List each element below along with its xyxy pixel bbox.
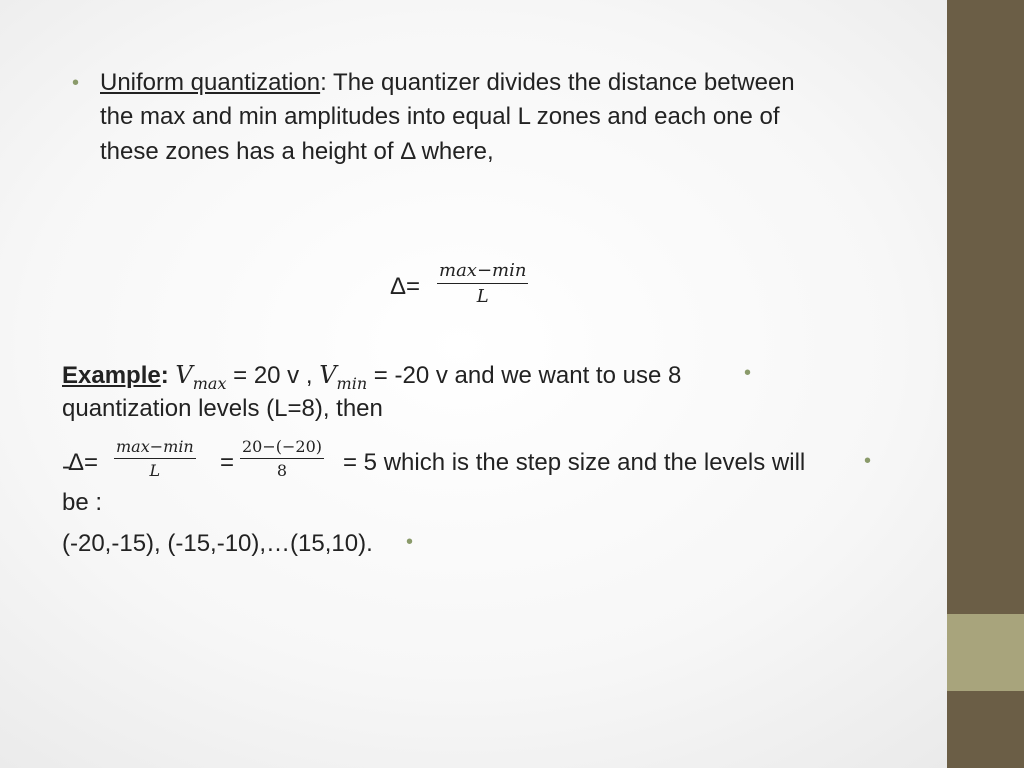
bullet-marker: •: [406, 531, 414, 553]
calc-dash: -: [62, 453, 70, 480]
formula-numerator: max−min: [437, 260, 528, 284]
intro-line-1-rest: : The quantizer divides the distance between: [320, 69, 795, 96]
formula-denominator: L: [476, 286, 489, 307]
vmax-value: = 20 v ,: [226, 362, 320, 389]
calc-lhs: Δ=: [68, 449, 99, 476]
example-line-2: quantization levels (L=8), then: [62, 395, 383, 422]
bullet-marker: •: [864, 450, 872, 472]
example-label: Example: [62, 362, 161, 389]
calc-equals: =: [220, 449, 235, 476]
bullet-marker: •: [72, 72, 80, 94]
term-uniform-quantization: Uniform quantization: [100, 69, 321, 96]
vmax-subscript: max: [192, 374, 227, 393]
calc-result: = 5 which is the step size and the levels will: [343, 449, 806, 476]
formula-lhs: Δ=: [390, 273, 421, 300]
vmax-symbol: V: [175, 361, 193, 389]
vmin-subscript: min: [336, 374, 368, 393]
example-colon: :: [160, 362, 169, 389]
intro-line-3: these zones has a height of Δ where,: [100, 138, 494, 165]
vmin-value: = -20 v and we want to use 8: [367, 362, 682, 389]
calc-denominator-1: L: [149, 461, 161, 480]
calc-fraction-1: [114, 437, 196, 480]
calc-denominator-2: 8: [276, 461, 288, 480]
vmin-symbol: V: [319, 361, 337, 389]
sidebar-accent-block: [947, 614, 1024, 691]
example-line-5: (-20,-15), (-15,-10),…(15,10).: [62, 530, 373, 557]
calc-numerator-1: max−min: [114, 437, 196, 459]
intro-line-2: the max and min amplitudes into equal L zones and each one of: [100, 103, 780, 130]
example-line-4: be :: [62, 489, 103, 516]
calc-numerator-2: 20−(−20): [240, 437, 324, 459]
formula-fraction: [437, 260, 528, 307]
bullet-marker: •: [744, 362, 752, 384]
intro-line-1: [100, 66, 795, 100]
calc-fraction-2: [240, 437, 324, 480]
